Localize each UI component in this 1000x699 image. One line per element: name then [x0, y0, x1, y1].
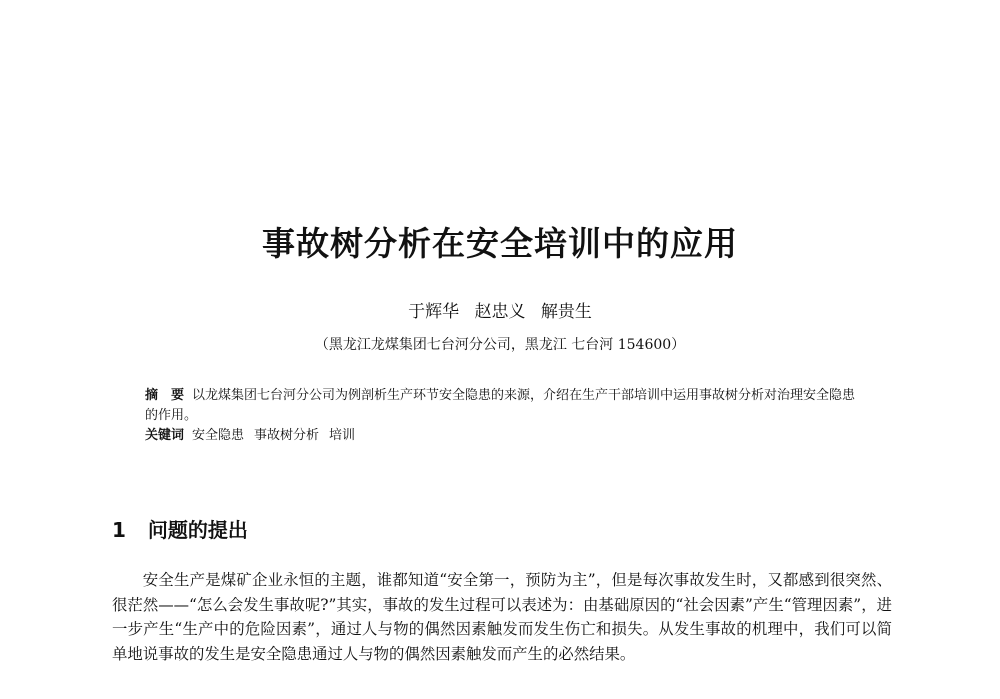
abstract: [145, 386, 865, 426]
author-list: [0, 297, 1000, 322]
author-name: 解贵生: [540, 302, 592, 322]
keywords: [145, 426, 865, 446]
keyword: 培训: [329, 428, 356, 443]
keyword: 安全隐患: [192, 428, 245, 443]
author-name: 于辉华: [408, 302, 460, 322]
section-title: 问题的提出: [147, 518, 248, 542]
body-paragraph: 安全生产是煤矿企业永恒的主题，谁都知道“安全第一，预防为主”，但是每次事故发生时，又都感到很突然、很茫然——“怎么会发生事故呢?”其实，事故的发生过程可以表述为：由基础原因的“社会因素”产生“管理因素”，进一步产生“生产中的危险因素”，通过人与物的偶然因素触发而发生伤亡和损失。从发生事故的机理中，我们可以简单地说事故的发生是安全隐患通过人与物的偶然因素触发而产生的必然结果。: [112, 571, 892, 663]
author-affiliation: （黑龙江龙煤集团七台河分公司，黑龙江 七台河 154600）: [314, 337, 686, 353]
abstract-text: 以龙煤集团七台河分公司为例剖析生产环节安全隐患的来源，介绍在生产干部培训中运用事故树分析对治理安全隐患的作用。: [145, 388, 856, 423]
body-text: [112, 568, 892, 666]
abstract-block: [145, 386, 865, 446]
author-name: 赵忠义: [474, 302, 526, 322]
paper-title: 事故树分析在安全培训中的应用: [262, 224, 738, 263]
keywords-label: 关键词: [145, 428, 185, 443]
section-number: 1: [112, 518, 126, 542]
section-heading: [112, 514, 248, 543]
abstract-label: 摘 要: [145, 388, 185, 403]
keyword: 事故树分析: [254, 428, 320, 443]
